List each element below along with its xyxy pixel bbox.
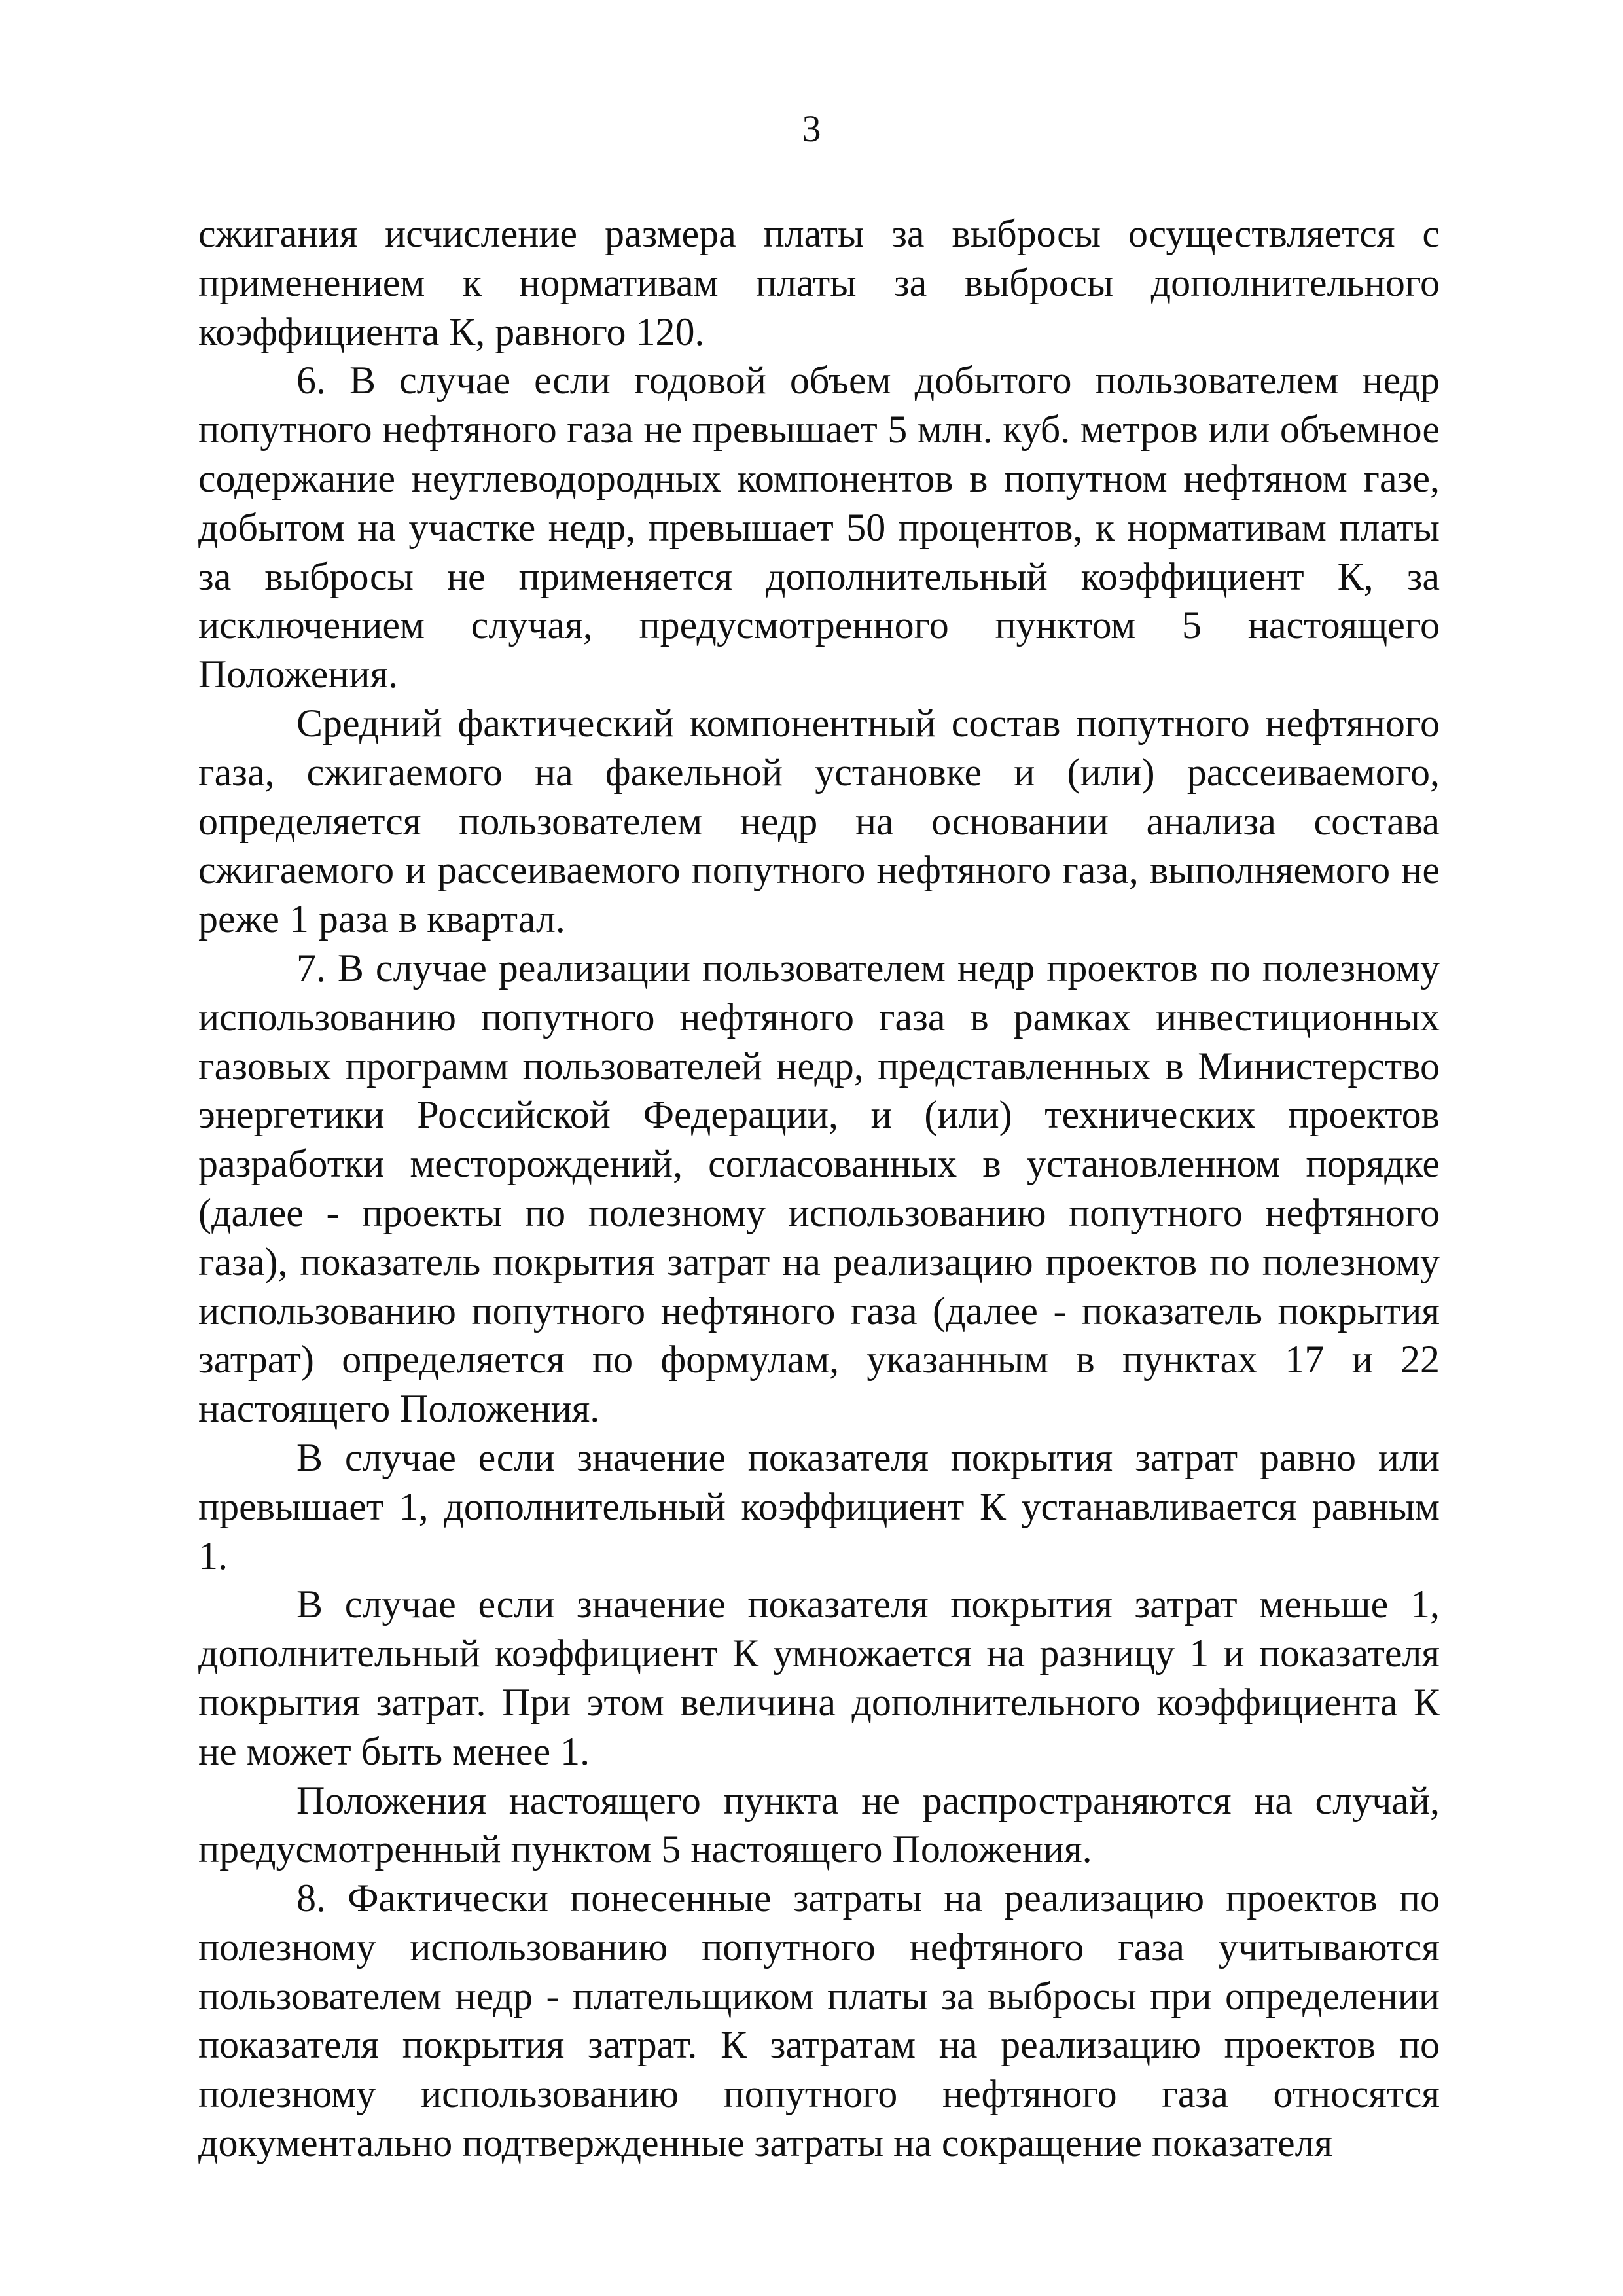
paragraph-component-composition: Средний фактический компонентный состав попутного нефтяного газа, сжигаемого на факельной установке и (или) рассеиваемого, определяется пользователем недр на основании анализа состава сжигаемого и рассеиваемого попутного нефтяного газа, выполняемого не реже 1 раза в квартал. bbox=[198, 701, 1440, 941]
paragraph-coverage-less: В случае если значение показателя покрытия затрат меньше 1, дополнительный коэффициент К умножается на разницу 1 и показателя покрытия затрат. При этом величина дополнительного коэффициента К не может быть менее 1. bbox=[198, 1583, 1440, 1773]
paragraph-item-8: 8. Фактически понесенные затраты на реализацию проектов по полезному использованию попутного нефтяного газа учитываются пользователем недр - плательщиком платы за выбросы при определении показателя покрытия затрат. К затратам на реализацию проектов по полезному использованию попутного нефтяного газа относятся документально подтвержденные затраты на сокращение показателя bbox=[198, 1876, 1440, 2165]
paragraph-continuation: сжигания исчисление размера платы за выбросы осуществляется с применением к нормативам платы за выбросы дополнительного коэффициента К, равного 120. bbox=[198, 212, 1440, 353]
paragraph-coverage-equal-or-greater: В случае если значение показателя покрытия затрат равно или превышает 1, дополнительный коэффициент К устанавливается равным 1. bbox=[198, 1435, 1440, 1577]
document-body bbox=[198, 209, 1440, 2168]
page-number: 3 bbox=[802, 107, 821, 150]
paragraph-exception: Положения настоящего пункта не распространяются на случай, предусмотренный пунктом 5 настоящего Положения. bbox=[198, 1778, 1440, 1871]
paragraph-item-6: 6. В случае если годовой объем добытого пользователем недр попутного нефтяного газа не превышает 5 млн. куб. метров или объемное содержание неуглеводородных компонентов в попутном нефтяном газе, добытом на участке недр, превышает 50 процентов, к нормативам платы за выбросы не применяется дополнительный коэффициент К, за исключением случая, предусмотренного пунктом 5 настоящего Положения. bbox=[198, 359, 1440, 696]
paragraph-item-7: 7. В случае реализации пользователем недр проектов по полезному использованию попутного нефтяного газа в рамках инвестиционных газовых программ пользователей недр, представленных в Министерство энергетики Российской Федерации, и (или) технических проектов разработки месторождений, согласованных в установленном порядке (далее - проекты по полезному использованию попутного нефтяного газа), показатель покрытия затрат на реализацию проектов по полезному использованию попутного нефтяного газа (далее - показатель покрытия затрат) определяется по формулам, указанным в пунктах 17 и 22 настоящего Положения. bbox=[198, 946, 1440, 1431]
